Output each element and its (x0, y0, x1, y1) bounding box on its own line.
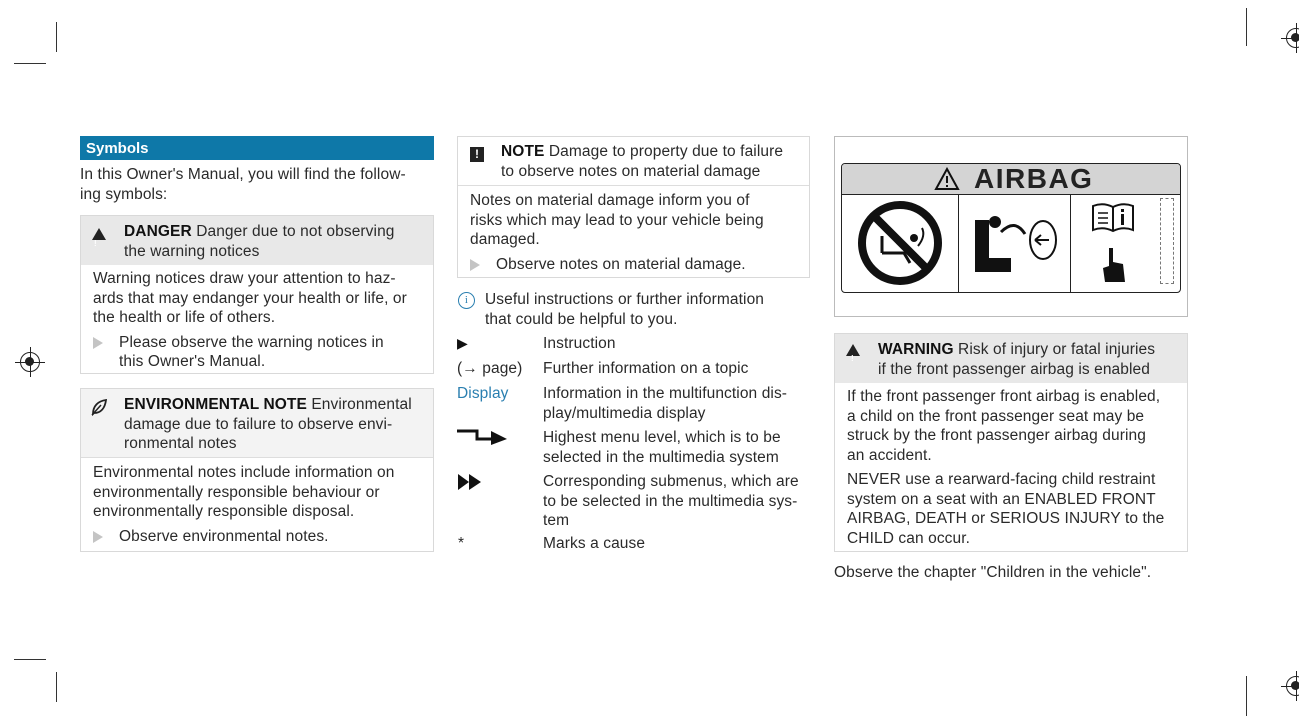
body-line: CHILD can occur. (847, 529, 971, 547)
airbag-panel-1 (842, 194, 959, 293)
warning-box (834, 333, 1188, 552)
section-heading: Symbols (80, 136, 434, 160)
exclamation-mark: ! (851, 354, 854, 363)
body-line: an accident. (847, 446, 932, 464)
info-circle-icon: i (458, 292, 475, 309)
body-line: system on a seat with an ENABLED FRONT (847, 490, 1156, 508)
body-line: environmentally responsible disposal. (93, 503, 355, 520)
environmental-title: ronmental notes (124, 435, 237, 452)
danger-title-line (124, 222, 395, 242)
action-arrow-icon (93, 531, 103, 543)
environmental-title-line (124, 395, 412, 415)
environmental-header (81, 389, 433, 457)
airbag-label (841, 163, 1181, 293)
manual-info-icon (1091, 202, 1135, 234)
cause-marker: * (458, 535, 465, 552)
registration-mark-icon (1286, 676, 1299, 696)
environmental-title: Environmental (311, 396, 412, 413)
danger-action (93, 333, 421, 372)
action-line: Please observe the warning notices in (119, 333, 384, 351)
warning-title: Risk of injury or fatal injuries (958, 341, 1156, 358)
legend-desc-line: Corresponding submenus, which are (543, 473, 799, 490)
airbag-panel-2 (959, 194, 1071, 293)
legend-desc (543, 384, 787, 423)
intro-line: ing symbols: (80, 185, 168, 203)
body-line: a child on the front passenger seat may be (847, 407, 1145, 425)
body-line: ards that may endanger your health or life, or (93, 289, 407, 307)
menu-level-arrow-icon (457, 427, 509, 445)
danger-title: Danger due to not observing (196, 223, 395, 240)
body-line: Notes on material damage inform you of (470, 192, 750, 209)
airbag-panel-3 (1071, 194, 1181, 293)
airbag-title: AIRBAG (974, 163, 1094, 194)
legend-desc (543, 472, 799, 531)
environmental-title: damage due to failure to observe envi- (124, 415, 393, 433)
action-line: this Owner's Manual. (119, 353, 266, 370)
airbag-label-title-bar (842, 164, 1180, 195)
note-header (458, 137, 809, 186)
environmental-body (81, 457, 433, 546)
body-line: Environmental notes include information on (93, 464, 395, 481)
note-box (457, 136, 810, 278)
body-line: risks which may lead to your vehicle being (470, 211, 764, 229)
danger-header (81, 216, 433, 265)
symbol-legend (457, 334, 810, 559)
crop-mark (1246, 8, 1247, 46)
body-line: If the front passenger front airbag is enabled, (847, 388, 1161, 405)
warning-title-line (878, 340, 1155, 360)
warning-header (835, 334, 1187, 383)
instruction-arrow-icon: ▶ (457, 335, 468, 351)
info-line: that could be helpful to you. (485, 310, 678, 328)
legend-desc: Further information on a topic (543, 360, 749, 377)
display-term: Display (457, 385, 509, 402)
crop-mark (14, 63, 46, 64)
warning-title: if the front passenger airbag is enabled (878, 360, 1150, 378)
environmental-box (80, 388, 434, 552)
body-line: NEVER use a rearward-facing child restraint (847, 471, 1156, 488)
legend-desc (543, 428, 781, 467)
body-line: damaged. (470, 231, 540, 248)
no-rear-facing-child-seat-icon (852, 198, 952, 288)
legend-desc-line: Information in the multifunction dis- (543, 385, 788, 402)
legend-desc-line: selected in the multimedia system (543, 448, 779, 466)
submenu-double-arrow-icon (457, 473, 483, 491)
footer-instruction: Observe the chapter "Children in the vehicle". (834, 564, 1152, 581)
note-action (470, 255, 797, 275)
leaf-icon (90, 398, 108, 416)
label-edge-marker (1160, 198, 1174, 284)
intro-text (80, 165, 434, 204)
legend-desc-line: play/multimedia display (543, 404, 706, 422)
legend-desc-line: to be selected in the multimedia sys- (543, 492, 798, 510)
crop-mark (56, 22, 57, 52)
legend-desc-line: Highest menu level, which is to be (543, 429, 781, 446)
note-title: Damage to property due to failure (548, 143, 784, 160)
body-line: Warning notices draw your attention to haz- (93, 270, 396, 287)
intro-line: In this Owner's Manual, you will find the follow- (80, 166, 406, 183)
action-arrow-icon (93, 337, 103, 349)
danger-keyword: DANGER (124, 223, 192, 240)
warning-keyword: WARNING (878, 341, 954, 358)
danger-title: the warning notices (124, 242, 260, 260)
exclamation-square-icon: ! (470, 147, 484, 162)
body-line: AIRBAG, DEATH or SERIOUS INJURY to the (847, 510, 1165, 527)
crop-mark (56, 672, 57, 702)
action-line: Observe environmental notes. (119, 527, 329, 545)
crop-mark (1246, 676, 1247, 716)
note-title-line (501, 142, 783, 162)
airbag-label-figure (834, 136, 1188, 317)
info-note (457, 290, 810, 329)
danger-box (80, 215, 434, 374)
exclamation-mark: ! (94, 239, 97, 248)
body-line: environmentally responsible behaviour or (93, 483, 380, 501)
page-reference: (→ page) (457, 360, 523, 377)
legend-desc: Marks a cause (543, 535, 646, 552)
registration-mark-icon (1286, 28, 1299, 48)
warning-triangle-icon (934, 167, 960, 191)
note-body (458, 186, 809, 274)
crop-mark (14, 659, 46, 660)
note-title: to observe notes on material damage (501, 162, 761, 180)
info-line: Useful instructions or further information (485, 291, 765, 308)
note-keyword: NOTE (501, 143, 545, 160)
legend-desc-line: tem (543, 512, 570, 529)
body-line: struck by the front passenger airbag during (847, 427, 1146, 444)
legend-desc: Instruction (543, 335, 616, 352)
action-arrow-icon (470, 259, 480, 271)
body-line: the health or life of others. (93, 309, 276, 326)
warning-body (835, 383, 1187, 548)
danger-body (81, 265, 433, 372)
hand-pointer-icon (1099, 246, 1129, 286)
registration-mark-icon (20, 352, 40, 372)
environmental-keyword: ENVIRONMENTAL NOTE (124, 396, 307, 413)
airbag-deploy-icon (965, 200, 1065, 290)
action-line: Observe notes on material damage. (496, 255, 746, 273)
environmental-action (93, 527, 421, 547)
